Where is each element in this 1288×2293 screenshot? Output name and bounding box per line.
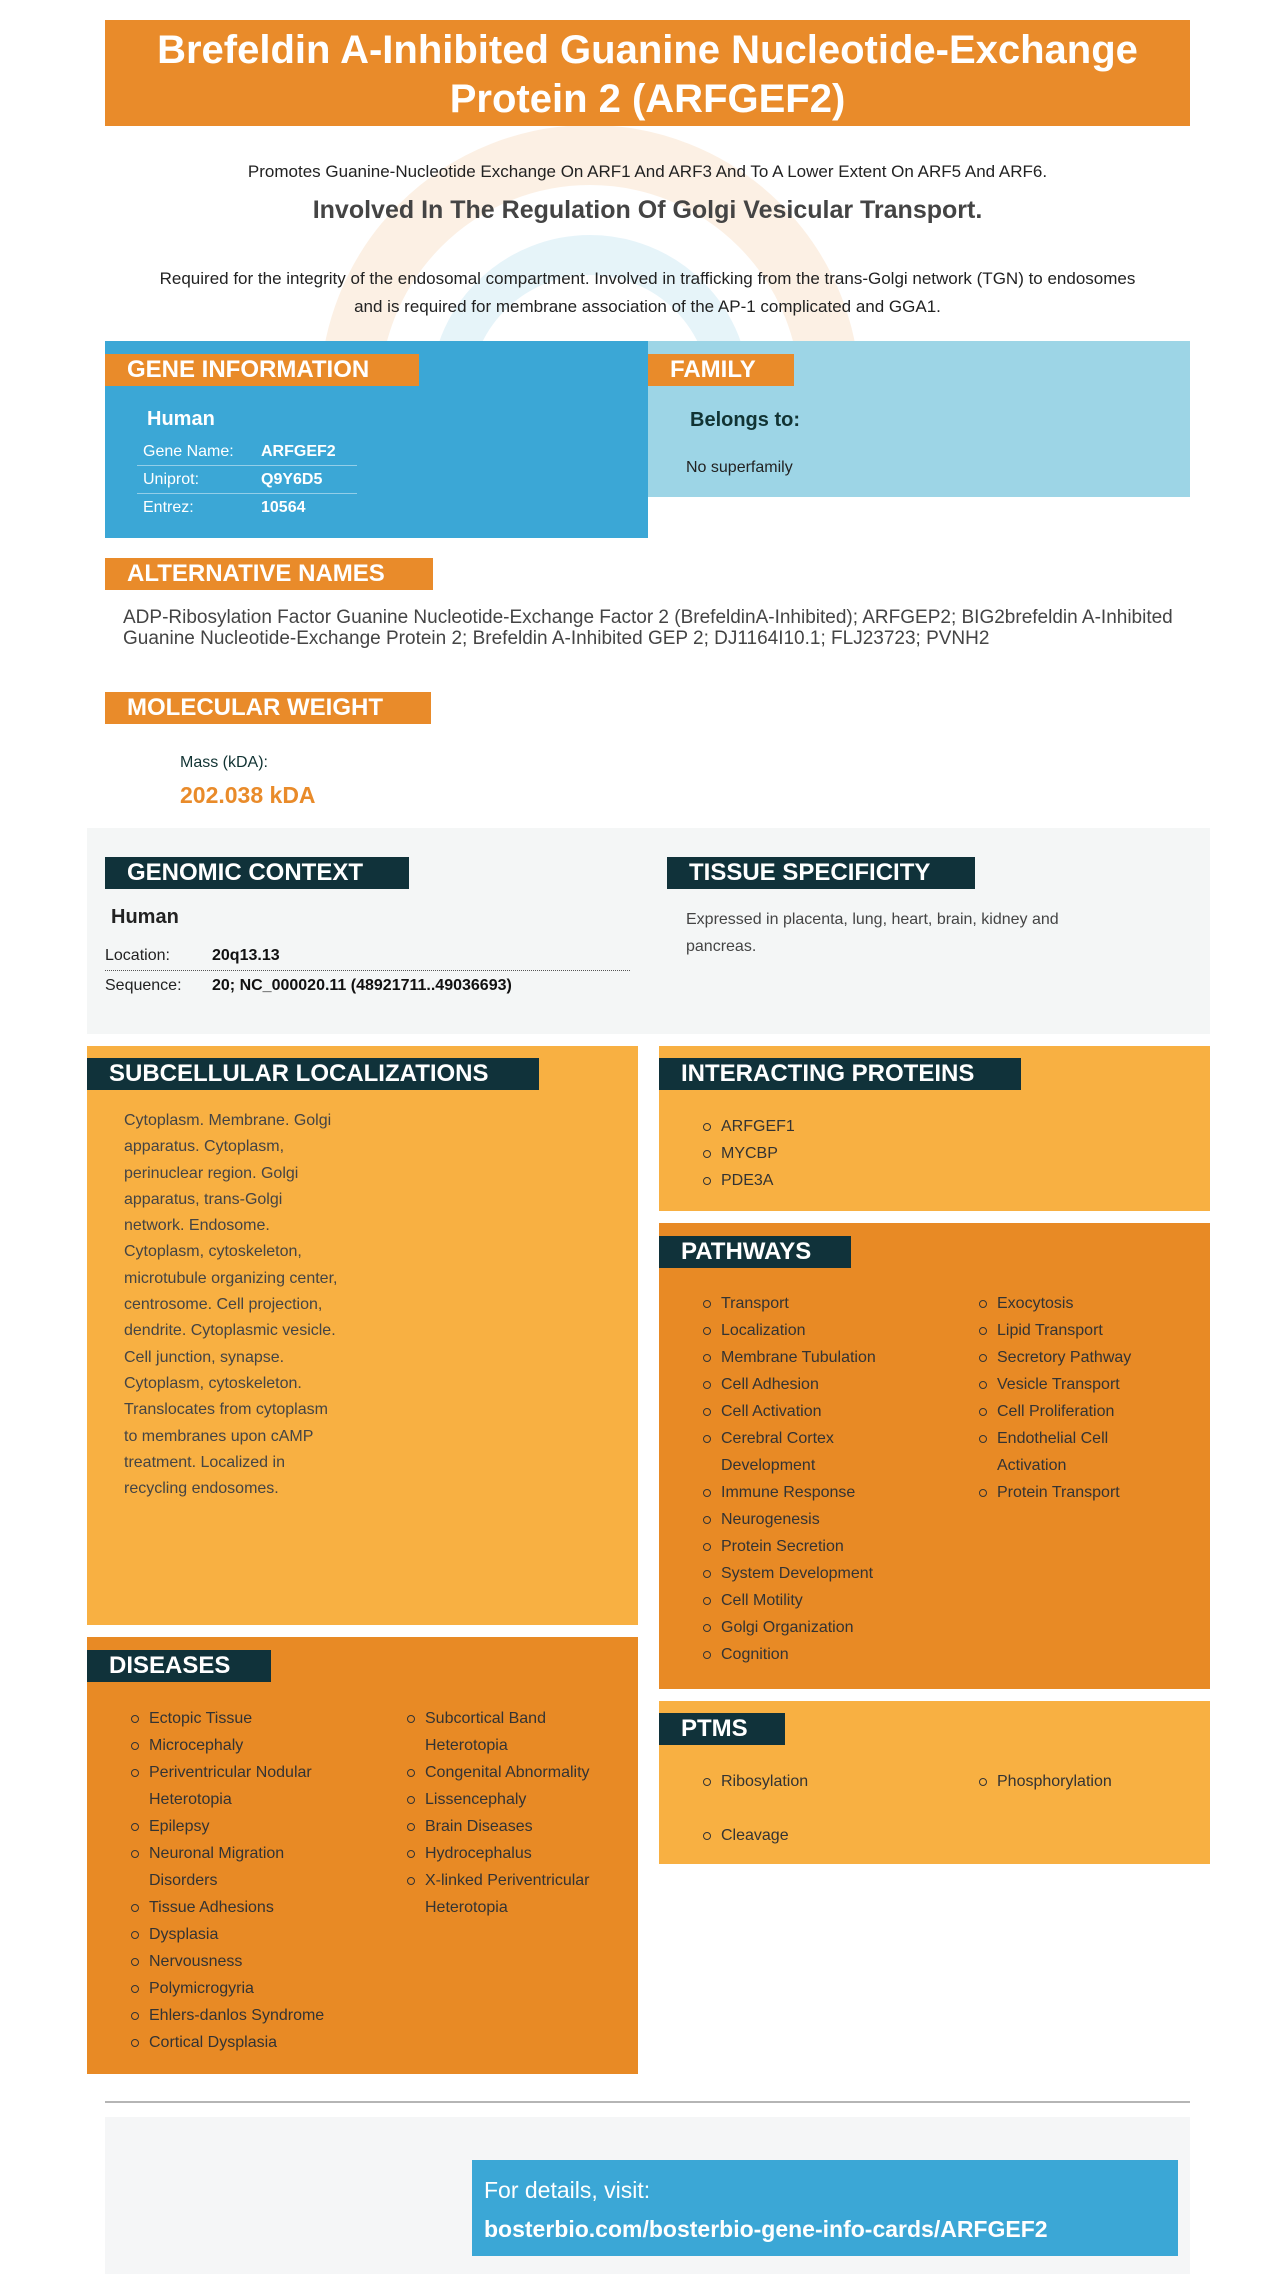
gene-row-label: Uniprot: — [143, 471, 200, 488]
gene-row-uniprot — [137, 466, 357, 494]
gene-row-label: Entrez: — [143, 499, 194, 516]
details-link[interactable] — [472, 2160, 1178, 2256]
sequence-label: Sequence: — [105, 977, 182, 994]
family-value: No superfamily — [686, 459, 793, 476]
gene-row-entrez — [137, 494, 357, 522]
intro-line-3: Required for the integrity of the endosomal compartment. Involved in trafficking from the trans-Golgi network (TGN) to endosomes and is required for membrane association of the AP-1 complicated and GGA1. — [159, 269, 1136, 316]
details-label: For details, visit: — [484, 2177, 651, 2203]
intro-line-1: Promotes Guanine-Nucleotide Exchange On ARF1 And ARF3 And To A Lower Extent On ARF5 And ARF6. — [247, 162, 1048, 181]
list-item: Protein Transport — [975, 1479, 1175, 1506]
genomic-location-row — [105, 941, 630, 971]
ptms-list-col2 — [975, 1768, 1112, 1795]
genomic-sequence-row — [105, 971, 630, 1001]
gene-row-value: ARFGEF2 — [261, 443, 336, 460]
list-item: Ehlers-danlos Syndrome — [127, 2002, 377, 2029]
diseases-list-col2 — [403, 1705, 628, 1921]
list-item: Lipid Transport — [975, 1317, 1175, 1344]
genomic-organism: Human — [111, 906, 179, 928]
list-item: Tissue Adhesions — [127, 1894, 377, 1921]
mass-value: 202.038 kDA — [180, 782, 316, 808]
list-item: Phosphorylation — [975, 1768, 1112, 1795]
pathways-list-col2 — [975, 1290, 1175, 1506]
page-title: Brefeldin A-Inhibited Guanine Nucleotide-Exchange Protein 2 (ARFGEF2) — [105, 20, 1190, 126]
list-item: Periventricular Nodular Heterotopia — [127, 1759, 342, 1813]
list-item: Cell Motility — [699, 1587, 949, 1614]
list-item: Transport — [699, 1290, 949, 1317]
list-item: Brain Diseases — [403, 1813, 628, 1840]
interacting-proteins-header: INTERACTING PROTEINS — [659, 1058, 1021, 1090]
pathways-header: PATHWAYS — [659, 1236, 851, 1268]
gene-row-value: Q9Y6D5 — [261, 471, 323, 488]
ptms-header: PTMS — [659, 1713, 785, 1745]
list-item: Cleavage — [699, 1822, 808, 1849]
gene-information-header: GENE INFORMATION — [105, 354, 419, 386]
list-item: Hydrocephalus — [403, 1840, 628, 1867]
list-item: Secretory Pathway — [975, 1344, 1175, 1371]
sequence-value: 20; NC_000020.11 (48921711..49036693) — [212, 977, 512, 994]
list-item: Golgi Organization — [699, 1614, 949, 1641]
list-item: Endothelial Cell Activation — [975, 1425, 1125, 1479]
genomic-context-header: GENOMIC CONTEXT — [105, 857, 409, 889]
list-item: ARFGEF1 — [699, 1113, 795, 1140]
gene-row-label: Gene Name: — [143, 443, 234, 460]
subcellular-text: Cytoplasm. Membrane. Golgi apparatus. Cytoplasm, perinuclear region. Golgi apparatus, trans-Golgi network. Endosome. Cytoplasm, cytoskeleton, microtubule organizing center, centrosome. Cell projection, dendrite. Cytoplasmic vesicle. Cell junction, synapse. Cytoplasm, cytoskeleton. Translocates from cytoplasm to membranes upon cAMP treatment. Localized in recycling endosomes. — [124, 1112, 338, 1498]
footer-divider — [105, 2101, 1190, 2103]
alternative-names-text: ADP-Ribosylation Factor Guanine Nucleotide-Exchange Factor 2 (BrefeldinA-Inhibited); ARFGEP2; BIG2brefeldin A-Inhibited Guanine Nucleotide-Exchange Protein 2; Brefeldin A-Inhibited GEP 2; DJ1164I10.1; FLJ23723; PVNH2 — [123, 607, 1173, 649]
list-item: Cell Proliferation — [975, 1398, 1175, 1425]
family-header: FAMILY — [648, 354, 794, 386]
list-item: Subcortical Band Heterotopia — [403, 1705, 563, 1759]
list-item: Congenital Abnormality — [403, 1759, 628, 1786]
list-item: PDE3A — [699, 1167, 795, 1194]
list-item: Neuronal Migration Disorders — [127, 1840, 312, 1894]
diseases-list-col1 — [127, 1705, 377, 2056]
list-item: Neurogenesis — [699, 1506, 949, 1533]
mass-label: Mass (kDA): — [180, 754, 268, 771]
pathways-list-col1 — [699, 1290, 949, 1668]
location-label: Location: — [105, 947, 170, 964]
list-item: Cell Activation — [699, 1398, 949, 1425]
family-belongs-label: Belongs to: — [690, 409, 800, 431]
gene-info-table — [137, 438, 357, 522]
tissue-specificity-header: TISSUE SPECIFICITY — [667, 857, 975, 889]
list-item: Cell Adhesion — [699, 1371, 949, 1398]
list-item: Epilepsy — [127, 1813, 377, 1840]
genomic-context-table — [105, 941, 630, 1001]
list-item: System Development — [699, 1560, 949, 1587]
list-item: X-linked Periventricular Heterotopia — [403, 1867, 628, 1921]
list-item: Protein Secretion — [699, 1533, 949, 1560]
tissue-specificity-text: Expressed in placenta, lung, heart, brain, kidney and pancreas. — [686, 911, 1059, 955]
list-item: Cognition — [699, 1641, 949, 1668]
molecular-weight-header: MOLECULAR WEIGHT — [105, 692, 431, 724]
list-item: Ectopic Tissue — [127, 1705, 377, 1732]
diseases-header: DISEASES — [87, 1650, 271, 1682]
list-item: Nervousness — [127, 1948, 377, 1975]
list-item: Polymicrogyria — [127, 1975, 377, 2002]
list-item: Dysplasia — [127, 1921, 377, 1948]
list-item: Microcephaly — [127, 1732, 377, 1759]
ptms-list-col1 — [699, 1768, 808, 1849]
alternative-names-header: ALTERNATIVE NAMES — [105, 558, 433, 590]
list-item: Ribosylation — [699, 1768, 808, 1795]
gene-organism: Human — [147, 408, 215, 430]
list-item: Immune Response — [699, 1479, 949, 1506]
list-item: Lissencephaly — [403, 1786, 628, 1813]
gene-row-name — [137, 438, 357, 466]
list-item: Vesicle Transport — [975, 1371, 1175, 1398]
list-item: Localization — [699, 1317, 949, 1344]
list-item: Cerebral Cortex Development — [699, 1425, 869, 1479]
gene-row-value: 10564 — [261, 499, 306, 516]
location-value: 20q13.13 — [212, 947, 280, 964]
list-item: Cortical Dysplasia — [127, 2029, 377, 2056]
details-url[interactable]: bosterbio.com/bosterbio-gene-info-cards/ARFGEF2 — [484, 2216, 1048, 2242]
list-item: MYCBP — [699, 1140, 795, 1167]
intro-line-2: Involved In The Regulation Of Golgi Vesicular Transport. — [312, 196, 983, 224]
interacting-proteins-list — [699, 1113, 795, 1194]
list-item: Membrane Tubulation — [699, 1344, 949, 1371]
list-item: Exocytosis — [975, 1290, 1175, 1317]
subcellular-header: SUBCELLULAR LOCALIZATIONS — [87, 1058, 539, 1090]
